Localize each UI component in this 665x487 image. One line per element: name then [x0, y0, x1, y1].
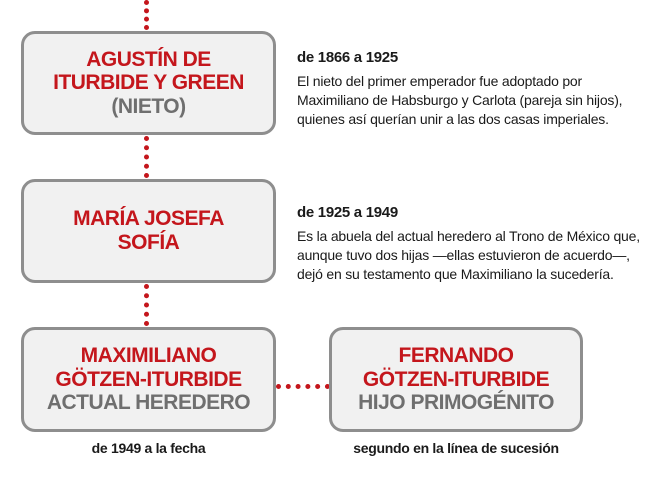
node-maximiliano — [21, 327, 276, 432]
node-name-line: MARÍA JOSEFA — [73, 207, 224, 231]
node-agustin — [21, 31, 276, 135]
description-line: dejó en su testamento que Maximiliano la sucedería. — [297, 266, 614, 282]
connector-agustin-maria — [144, 136, 154, 178]
caption-maximiliano: de 1949 a la fecha — [91, 440, 206, 456]
node-name-line: ITURBIDE Y GREEN — [53, 71, 244, 95]
node-role: HIJO PRIMOGÉNITO — [358, 391, 554, 415]
node-name-line: GÖTZEN-ITURBIDE — [362, 367, 550, 391]
node-role: ACTUAL HEREDERO — [46, 391, 251, 415]
node-name-line: MAXIMILIANO — [80, 344, 217, 368]
node-role: (NIETO) — [111, 94, 186, 118]
connector-maximiliano-fernando — [276, 384, 330, 394]
node-name-line: GÖTZEN-ITURBIDE — [55, 367, 242, 391]
description-line: quienes así querían unir a las dos casas imperiales. — [297, 111, 609, 127]
connector-top — [144, 0, 154, 30]
node-fernando — [329, 327, 583, 432]
node-name-line: FERNANDO — [398, 344, 514, 368]
description-line: El nieto del primer emperador fue adoptado por — [297, 73, 582, 89]
node-maria-josefa — [21, 179, 276, 283]
info-agustin — [297, 49, 657, 129]
years-label: de 1925 a 1949 — [297, 204, 398, 221]
connector-maria-maximiliano — [144, 284, 154, 326]
caption-fernando: segundo en la línea de sucesión — [353, 440, 559, 456]
description-line: aunque tuvo dos hijas —ellas estuvieron de acuerdo—, — [297, 247, 630, 263]
description-line: Maximiliano de Habsburgo y Carlota (pareja sin hijos), — [297, 92, 623, 108]
node-name-line: SOFÍA — [117, 231, 180, 254]
description-line: Es la abuela del actual heredero al Trono de México que, — [297, 228, 640, 244]
info-maria-josefa — [297, 204, 657, 284]
years-label: de 1866 a 1925 — [297, 49, 398, 66]
node-name-line: AGUSTÍN DE — [86, 47, 211, 71]
